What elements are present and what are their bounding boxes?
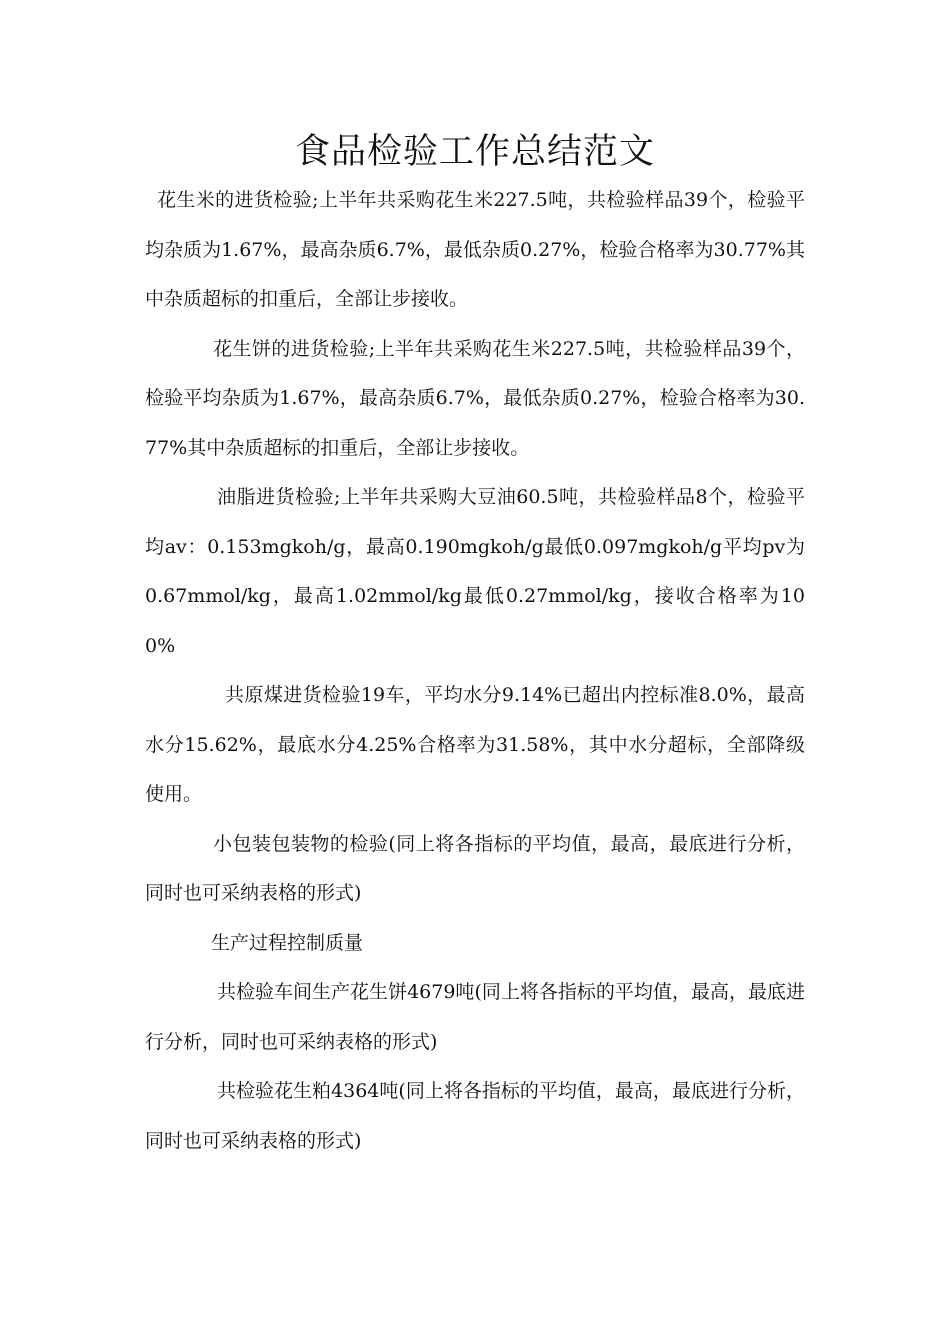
paragraph-packaging-inspection: 小包装包装物的检验(同上将各指标的平均值，最高，最底进行分析，同时也可采纳表格的形式) xyxy=(145,832,805,904)
document-body xyxy=(145,176,805,1166)
paragraph-peanut-kernel-inspection: 花生米的进货检验;上半年共采购花生米227.5吨，共检验样品39个，检验平均杂质为1.67%，最高杂质6.7%，最低杂质0.27%，检验合格率为30.77%其中杂质超标的扣重后，全部让步接收。 xyxy=(145,189,805,310)
paragraph-peanut-cake-inspection: 花生饼的进货检验;上半年共采购花生米227.5吨，共检验样品39个，检验平均杂质为1.67%，最高杂质6.7%，最低杂质0.27%，检验合格率为30.77%其中杂质超标的扣重后，全部让步接收。 xyxy=(145,337,805,459)
document-title: 食品检验工作总结范文 xyxy=(294,132,655,172)
paragraph-peanut-meal-production: 共检验花生粕4364吨(同上将各指标的平均值，最高，最底进行分析，同时也可采纳表格的形式) xyxy=(145,1080,805,1152)
paragraph-production-control-heading: 生产过程控制质量 xyxy=(211,931,364,954)
paragraph-coal-inspection: 共原煤进货检验19车，平均水分9.14%已超出内控标准8.0%，最高水分15.62%，最底水分4.25%合格率为31.58%，其中水分超标，全部降级使用。 xyxy=(145,684,805,805)
paragraph-peanut-cake-production: 共检验车间生产花生饼4679吨(同上将各指标的平均值，最高，最底进行分析，同时也可采纳表格的形式) xyxy=(145,981,805,1053)
paragraph-oil-inspection: 油脂进货检验;上半年共采购大豆油60.5吨，共检验样品8个，检验平均av：0.153mgkoh/g，最高0.190mgkoh/g最低0.097mgkoh/g平均pv为0.67mmol/kg，最高1.02mmol/kg最低0.27mmol/kg，接收合格率为100% xyxy=(145,486,805,657)
